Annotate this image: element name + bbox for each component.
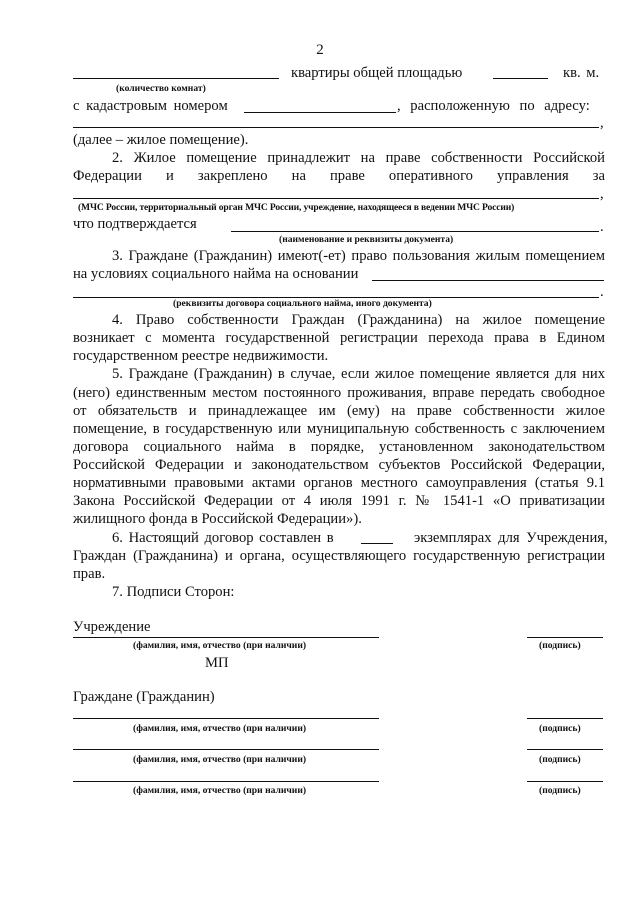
paragraph-4-line-2: возникает с момента государственной регистрации перехода права в Едином: [73, 330, 605, 346]
citizen-1-signature-line: [527, 718, 603, 719]
citizens-label: Граждане (Гражданин): [73, 689, 215, 705]
citizen-2-fio-caption: (фамилия, имя, отчество (при наличии): [133, 754, 307, 765]
institution-name-line: [73, 637, 379, 638]
institution-signature-line: [527, 637, 603, 638]
cadastral-number-text: с кадастровым номером: [73, 98, 228, 114]
page-number: 2: [316, 42, 324, 58]
citizen-1-fio-caption: (фамилия, имя, отчество (при наличии): [133, 723, 307, 734]
citizen-1-name-line: [73, 718, 379, 719]
apartment-area-text: квартиры общей площадью: [291, 65, 463, 81]
document-caption: (наименование и реквизиты документа): [279, 234, 454, 245]
rooms-count-blank: [73, 78, 279, 79]
citizen-2-name-line: [73, 749, 379, 750]
paragraph-2-line-1: 2. Жилое помещение принадлежит на праве собственности Российской: [112, 150, 605, 166]
paragraph-5-line-4: помещение, в государственную или муниципальную собственность с заключением: [73, 421, 605, 437]
institution-fio-caption: (фамилия, имя, отчество (при наличии): [133, 640, 307, 651]
paragraph-3-line-2: на условиях социального найма на основании: [73, 266, 359, 282]
institution-label: Учреждение: [73, 619, 151, 635]
area-unit: кв. м.: [563, 65, 600, 81]
paragraph-5-line-6: Российской Федерации и законодательством субъектов Российской Федерации,: [73, 457, 605, 473]
stamp-placeholder: МП: [205, 655, 229, 671]
paragraph-6-line-1a: 6. Настоящий договор составлен в: [112, 530, 334, 546]
address-blank: [73, 127, 599, 128]
paragraph-4-line-3: государственном реестре недвижимости.: [73, 348, 329, 364]
paragraph-5-line-3: от обязательств и принадлежащее им (ему) на праве собственности жилое: [73, 403, 605, 419]
rooms-count-caption: (количество комнат): [116, 83, 206, 94]
confirmed-by-text: что подтверждается: [73, 216, 197, 232]
citizen-3-name-line: [73, 781, 379, 782]
citizen-3-signature-line: [527, 781, 603, 782]
confirmation-period: .: [600, 219, 604, 235]
residential-premises-definition: (далее – жилое помещение).: [73, 132, 249, 148]
paragraph-5-line-7: нормативными правовыми актами органов местного самоуправления (статья 9.1: [73, 475, 605, 491]
cadastral-number-blank: [244, 112, 396, 113]
institution-sign-caption: (подпись): [539, 640, 581, 651]
contract-period: .: [600, 284, 604, 300]
paragraph-5-line-1: 5. Граждане (Гражданин) в случае, если жилое помещение является для них: [112, 366, 605, 382]
citizen-3-fio-caption: (фамилия, имя, отчество (при наличии): [133, 785, 307, 796]
copies-count-blank: [361, 543, 393, 544]
paragraph-5-line-9: жилищного фонда в Российской Федерации»).: [73, 511, 362, 527]
paragraph-6-line-3: прав.: [73, 566, 106, 582]
citizen-1-sign-caption: (подпись): [539, 723, 581, 734]
paragraph-3-line-1: 3. Граждане (Гражданин) имеют(-ет) право пользования жилым помещением: [112, 248, 605, 264]
contract-caption: (реквизиты договора социального найма, иного документа): [173, 298, 432, 309]
area-blank: [493, 78, 548, 79]
paragraph-4-line-1: 4. Право собственности Граждан (Гражданина) на жилое помещение: [112, 312, 605, 328]
paragraph-7: 7. Подписи Сторон:: [112, 584, 235, 600]
citizen-2-sign-caption: (подпись): [539, 754, 581, 765]
paragraph-6-line-1b: экземплярах для Учреждения,: [414, 530, 608, 546]
paragraph-5-line-2: (него) единственным местом постоянного проживания, вправе передать свободное: [73, 385, 605, 401]
confirmation-document-blank: [231, 231, 599, 232]
paragraph-2-line-2: Федерации и закреплено на праве оперативного управления за: [73, 168, 605, 184]
contract-basis-blank: [372, 280, 604, 281]
address-text: , расположенную по адресу:: [397, 98, 590, 114]
owner-caption: (МЧС России, территориальный орган МЧС России, учреждение, находящееся в ведении МЧС России): [78, 202, 515, 213]
address-comma: ,: [600, 115, 604, 131]
citizen-3-sign-caption: (подпись): [539, 785, 581, 796]
paragraph-6-line-2: Граждан (Гражданина) и органа, осуществляющего государственную регистрации: [73, 548, 605, 564]
owner-blank: [73, 198, 599, 199]
paragraph-5-line-8: Закона Российской Федерации от 4 июля 1991 г. № 1541-1 «О приватизации: [73, 493, 605, 509]
owner-comma: ,: [600, 186, 604, 202]
paragraph-5-line-5: договора социального найма в порядке, установленном законодательством: [73, 439, 605, 455]
citizen-2-signature-line: [527, 749, 603, 750]
